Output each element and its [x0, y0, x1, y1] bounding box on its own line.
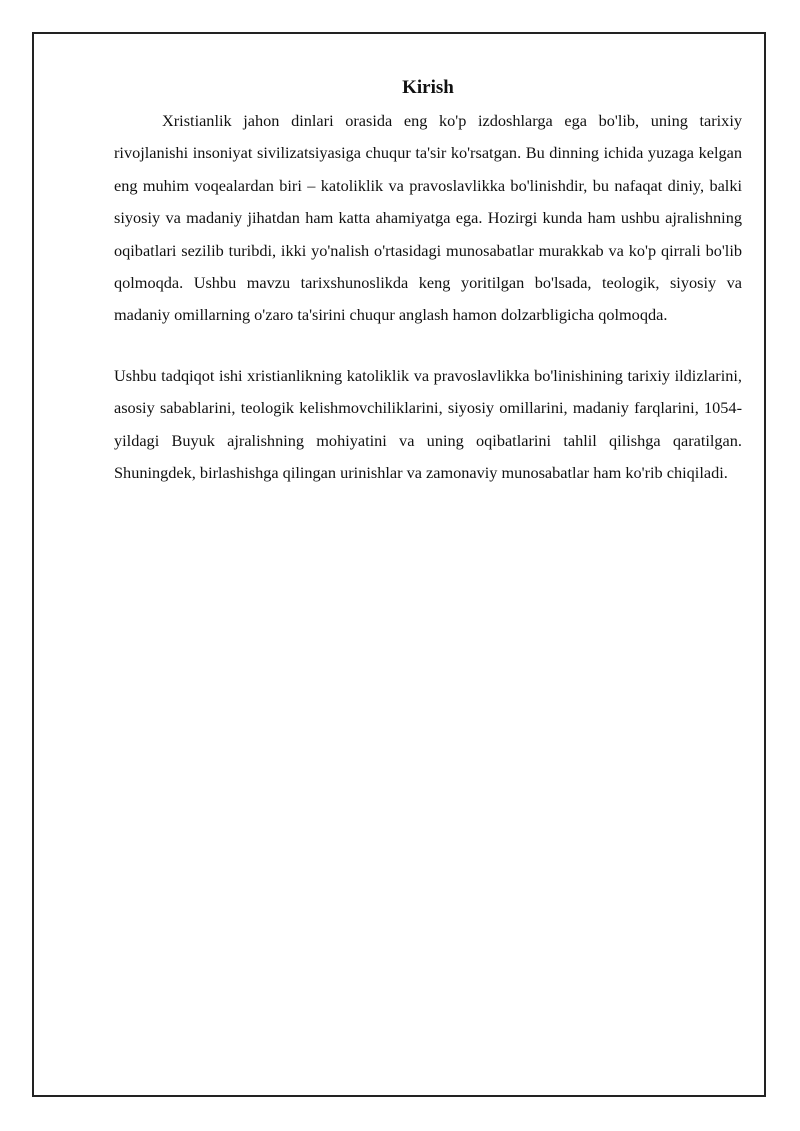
- document-body: [114, 76, 742, 489]
- paragraph-2: Ushbu tadqiqot ishi xristianlikning katoliklik va pravoslavlikka bo'linishining tarixiy ildizlarini, asosiy sabablarini, teologik kelishmovchiliklarini, siyosiy omillarini, madaniy farqlarini, 1054-yildagi Buyuk ajralishning mohiyatini va uning oqibatlarini tahlil qilishga qaratilgan. Shuningdek, birlashishga qilingan urinishlar va zamonaviy munosabatlar ham ko'rib chiqiladi.: [114, 365, 742, 483]
- paragraph-1: Xristianlik jahon dinlari orasida eng ko'p izdoshlarga ega bo'lib, uning tarixiy rivojlanishi insoniyat sivilizatsiyasiga chuqur ta'sir ko'rsatgan. Bu dinning ichida yuzaga kelgan eng muhim voqealardan biri – katoliklik va pravoslavlikka bo'linishdir, bu nafaqat diniy, balki siyosiy va madaniy jihatdan ham katta ahamiyatga ega. Hozirgi kunda ham ushbu ajralishning oqibatlari sezilib turibdi, ikki yo'nalish o'rtasidagi munosabatlar murakkab va ko'p qirrali bo'lib qolmoqda. Ushbu mavzu tarixshunoslikda keng yoritilgan bo'lsada, teologik, siyosiy va madaniy omillarning o'zaro ta'sirini chuqur anglash hamon dolzarbligicha qolmoqda.: [114, 111, 742, 325]
- section-title: Kirish: [402, 77, 454, 98]
